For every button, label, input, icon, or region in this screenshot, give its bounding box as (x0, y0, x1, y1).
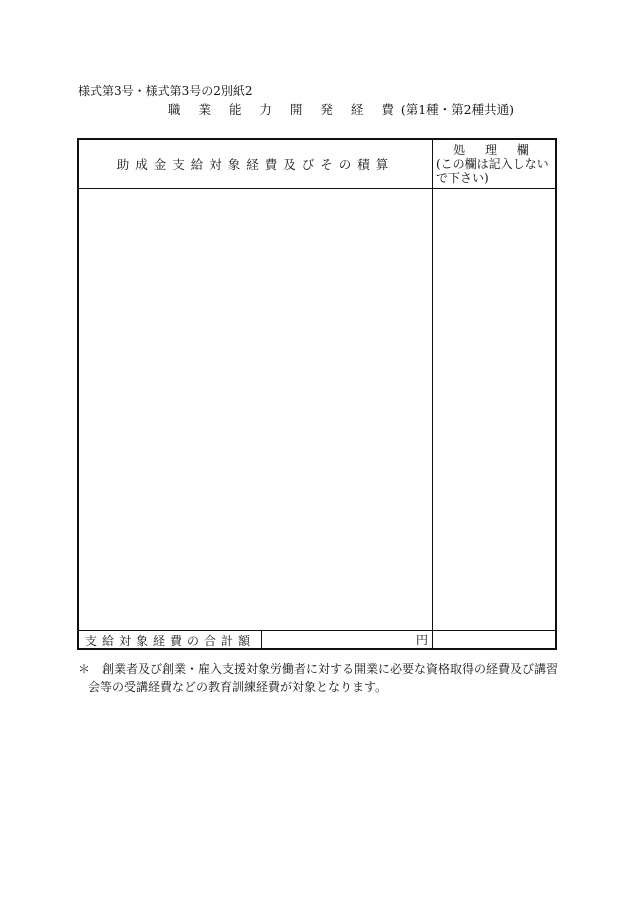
footnote-line-1: 創業者及び創業・雇入支援対象労働者に対する開業に必要な資格取得の経費及び講習 (102, 662, 559, 676)
processing-column-header (433, 140, 557, 188)
total-amount-label: 支給対象経費の合計額 (84, 634, 255, 648)
processing-column-title: 処 理 欄 (453, 143, 537, 157)
total-amount-field[interactable] (262, 631, 432, 650)
estimate-column-header: 助成金支給対象経費及びその積算 (116, 157, 395, 172)
form-number: 様式第3号・様式第3号の2別紙2 (78, 84, 253, 98)
expense-form-table (77, 138, 557, 650)
footnote-line-2: 会等の受講経費などの教育訓練経費が対象となります。 (88, 680, 388, 694)
footnote-mark: ＊ (78, 662, 91, 676)
processing-column-note: (この欄は記入しないで下さい) (436, 157, 549, 185)
processing-entry-area (433, 189, 557, 630)
estimate-entry-area[interactable] (79, 189, 432, 630)
total-processing-cell (433, 631, 557, 650)
total-amount-unit: 円 (415, 633, 428, 647)
document-title-main: 職 業 能 力 開 発 経 費 (168, 102, 401, 117)
document-title-sub: (第1種・第2種共通) (400, 102, 514, 117)
document-title (168, 103, 514, 117)
